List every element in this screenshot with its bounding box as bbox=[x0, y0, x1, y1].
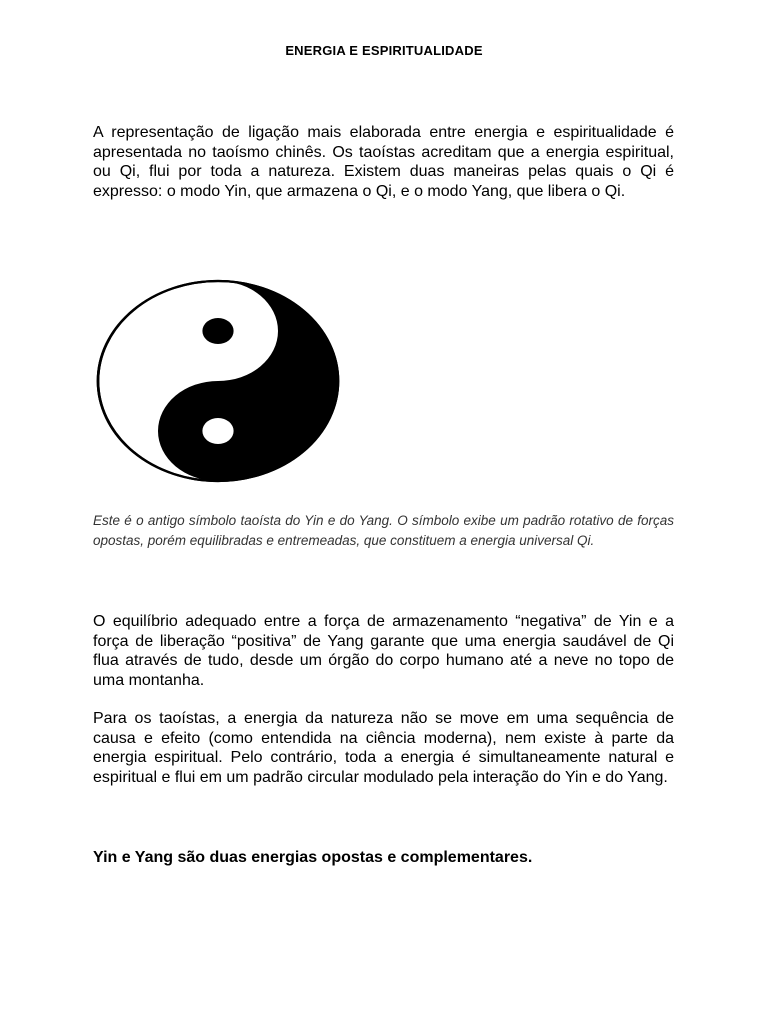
yin-yang-icon bbox=[94, 278, 342, 484]
paragraph-intro: A representação de ligação mais elaborada entre energia e espiritualidade é apresentada no taoísmo chinês. Os taoístas acreditam que a energia espiritual, ou Qi, flui por toda a natureza. Existem duas maneiras pelas quais o Qi é expresso: o modo Yin, que armazena o Qi, e o modo Yang, que libera o Qi. bbox=[93, 124, 674, 200]
paragraph-balance: O equilíbrio adequado entre a força de armazenamento “negativa” de Yin e a força de liberação “positiva” de Yang garante que uma energia saudável de Qi flua através de tudo, desde um órgão do corpo humano até a neve no topo de uma montanha. bbox=[93, 613, 674, 689]
closing-statement: Yin e Yang são duas energias opostas e complementares. bbox=[93, 849, 533, 866]
paragraph-taoist-energy: Para os taoístas, a energia da natureza não se move em uma sequência de causa e efeito (como entendida na ciência moderna), nem existe à parte da energia espiritual. Pelo contrário, toda a energia é simultaneamente natural e espiritual e flui em um padrão circular modulado pela interação do Yin e do Yang. bbox=[93, 710, 674, 786]
document-title: ENERGIA E ESPIRITUALIDADE bbox=[285, 43, 483, 58]
image-caption: Este é o antigo símbolo taoísta do Yin e do Yang. O símbolo exibe um padrão rotativo de forças opostas, porém equilibradas e entremeadas, que constituem a energia universal Qi. bbox=[93, 513, 674, 548]
